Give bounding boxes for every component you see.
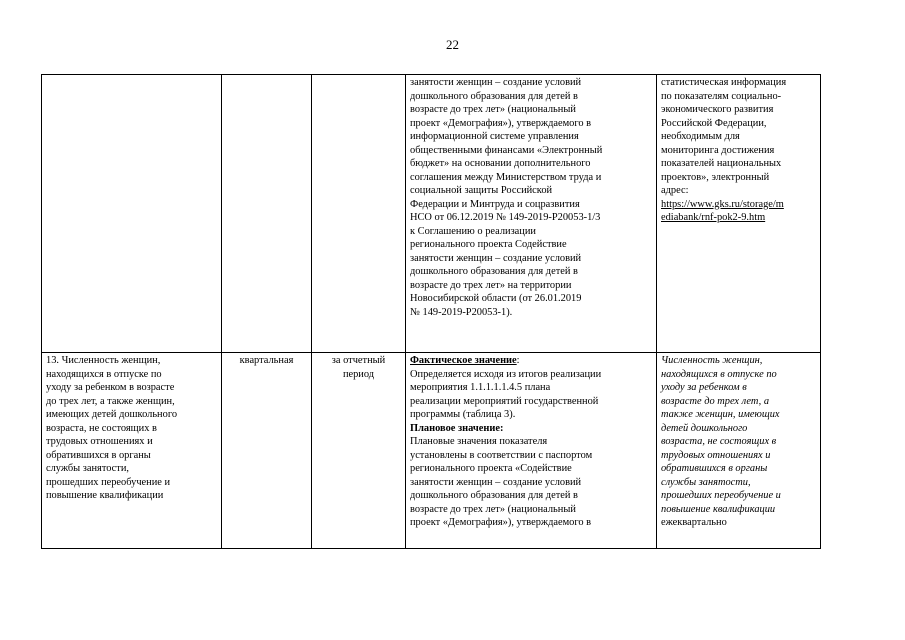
source-cell xyxy=(657,353,821,549)
method-line: возрасте до трех лет» на территории xyxy=(410,279,572,291)
periodicity-cell xyxy=(222,353,312,549)
source-link[interactable]: ediabank/rnf-pok2-9.htm xyxy=(661,212,766,223)
fact-colon: : xyxy=(516,355,520,366)
method-cell xyxy=(406,75,657,353)
source-line: мониторинга достижения xyxy=(661,144,775,156)
source-line: уходу за ребенком в xyxy=(661,382,747,393)
indicator-line: службы занятости, xyxy=(46,463,129,474)
indicator-line: возраста, не состоящих в xyxy=(46,422,157,434)
fact-line: реализации мероприятий государственной xyxy=(410,395,599,407)
source-line: Российской Федерации, xyxy=(661,117,767,129)
period-cell xyxy=(312,353,406,549)
source-line: обратившихся в органы xyxy=(661,463,768,474)
indicator-line: имеющих детей дошкольного xyxy=(46,409,178,420)
period-line: за отчетный xyxy=(331,355,386,366)
source-line: адрес: xyxy=(661,185,689,196)
method-line: дошкольного образования для детей в xyxy=(410,90,578,102)
indicator-line: прошедших переобучение и xyxy=(46,476,171,488)
method-line: бюджет» на основании дополнительного xyxy=(410,158,591,169)
method-line: занятости женщин – создание условий xyxy=(410,77,582,88)
indicator-line: уходу за ребенком в возрасте xyxy=(46,382,175,393)
plan-line: проект «Демография»), утверждаемого в xyxy=(410,517,592,528)
source-line: возрасте до трех лет, а xyxy=(661,395,770,407)
source-cell xyxy=(657,75,821,353)
source-line: проектов», электронный xyxy=(661,171,770,183)
method-line: информационной системе управления xyxy=(410,131,579,142)
indicator-line: повышение квалификации xyxy=(46,490,164,501)
method-line: дошкольного образования для детей в xyxy=(410,266,578,277)
method-line: Федерации и Минтруда и соцразвития xyxy=(410,198,580,210)
source-line: показателей национальных xyxy=(661,158,782,169)
fact-line: программы (таблица 3). xyxy=(410,409,516,420)
plan-line: занятости женщин – создание условий xyxy=(410,476,582,488)
source-line: необходимым для xyxy=(661,131,740,142)
method-line: № 149-2019-Р20053-1). xyxy=(410,306,513,318)
source-line: статистическая информация xyxy=(661,77,787,88)
source-line: детей дошкольного xyxy=(661,422,748,434)
fact-line: мероприятия 1.1.1.1.1.4.5 плана xyxy=(410,382,551,393)
plan-heading: Плановое значение: xyxy=(410,422,504,434)
method-cell xyxy=(406,353,657,549)
fact-heading-line xyxy=(410,354,652,368)
source-line: по показателям социально- xyxy=(661,90,782,102)
plan-line: возрасте до трех лет» (национальный xyxy=(410,503,576,515)
source-line: службы занятости, xyxy=(661,476,751,488)
fact-line: Определяется исходя из итогов реализации xyxy=(410,368,602,380)
method-line: социальной защиты Российской xyxy=(410,185,553,196)
indicator-line: до трех лет, а также женщин, xyxy=(46,395,175,407)
source-frequency: ежеквартально xyxy=(661,517,727,528)
source-line: возраста, не состоящих в xyxy=(661,436,777,447)
source-link[interactable]: https://www.gks.ru/storage/m xyxy=(661,198,784,210)
indicator-cell xyxy=(42,353,222,549)
method-line: занятости женщин – создание условий xyxy=(410,252,582,264)
table-row xyxy=(42,353,821,549)
periodicity-cell xyxy=(222,75,312,353)
periodicity-value: квартальная xyxy=(239,355,294,366)
indicator-line: 13. Численность женщин, xyxy=(46,355,161,366)
indicator-line: обратившихся в органы xyxy=(46,449,151,461)
indicator-line: трудовых отношениях и xyxy=(46,436,153,447)
indicators-table xyxy=(41,74,821,549)
plan-line: установлены в соответствии с паспортом xyxy=(410,449,593,461)
source-line: трудовых отношениях и xyxy=(661,449,771,461)
method-line: возрасте до трех лет» (национальный xyxy=(410,104,576,115)
method-line: регионального проекта Содействие xyxy=(410,239,567,250)
method-line: соглашения между Министерством труда и xyxy=(410,171,602,183)
method-line: Новосибирской области (от 26.01.2019 xyxy=(410,293,582,304)
method-line: общественными финансами «Электронный xyxy=(410,144,603,156)
indicator-cell xyxy=(42,75,222,353)
period-cell xyxy=(312,75,406,353)
source-line: также женщин, имеющих xyxy=(661,409,780,420)
source-line: экономического развития xyxy=(661,104,774,115)
method-line: проект «Демография»), утверждаемого в xyxy=(410,117,592,129)
plan-line: Плановые значения показателя xyxy=(410,436,548,447)
plan-line: регионального проекта «Содействие xyxy=(410,463,572,474)
method-line: к Соглашению о реализации xyxy=(410,225,536,237)
table-row xyxy=(42,75,821,353)
fact-heading: Фактическое значение xyxy=(410,355,517,366)
method-line: НСО от 06.12.2019 № 149-2019-Р20053-1/3 xyxy=(410,212,601,223)
indicator-line: находящихся в отпуске по xyxy=(46,368,162,380)
source-line: прошедших переобучение и xyxy=(661,490,781,501)
source-line: повышение квалификации xyxy=(661,503,776,515)
source-line: находящихся в отпуске по xyxy=(661,368,777,380)
page-number: 22 xyxy=(446,37,459,52)
source-line: Численность женщин, xyxy=(661,355,763,366)
plan-line: дошкольного образования для детей в xyxy=(410,490,578,501)
period-line: период xyxy=(342,368,375,380)
